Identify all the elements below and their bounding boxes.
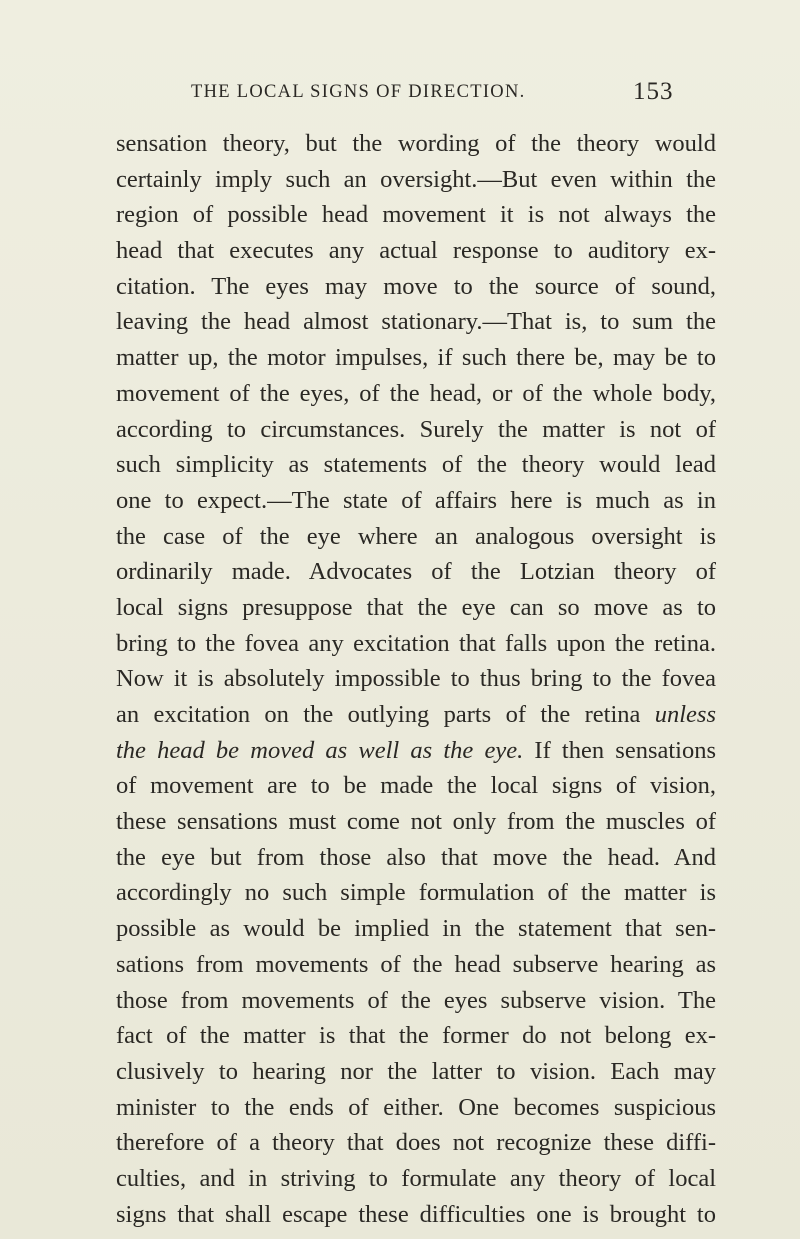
text-line: head that executes any actual response to auditory ex-	[116, 237, 716, 265]
text-line: these sensations must come not only from the muscles of	[116, 808, 716, 836]
running-head: THE LOCAL SIGNS OF DIRECTION.	[191, 82, 526, 102]
text-line: one to expect.—The state of affairs here is much as in	[116, 486, 716, 514]
line-text: an excitation on the outlying parts of the retina	[116, 701, 655, 728]
body-text	[116, 126, 716, 1232]
line-text: If then sensations	[523, 736, 716, 764]
text-line: matter up, the motor impulses, if such there be, may be to	[116, 344, 716, 372]
text-line: such simplicity as statements of the theory would lead	[116, 451, 716, 479]
italic-text: unless	[654, 701, 716, 728]
text-line: sations from movements of the head subserve hearing as	[116, 950, 716, 978]
text-line: the eye but from those also that move the head. And	[116, 843, 716, 871]
text-line: the case of the eye where an analogous oversight is	[116, 522, 716, 550]
text-line: according to circumstances. Surely the matter is not of	[116, 415, 716, 443]
text-line: possible as would be implied in the statement that sen-	[116, 915, 716, 943]
text-line: clusively to hearing nor the latter to vision. Each may	[116, 1057, 716, 1085]
page-number: 153	[633, 78, 674, 105]
text-line: of movement are to be made the local signs of vision,	[116, 772, 716, 800]
text-line: region of possible head movement it is not always the	[116, 201, 716, 229]
text-line: citation. The eyes may move to the source of sound,	[116, 272, 716, 300]
text-line: bring to the fovea any excitation that falls upon the retina.	[116, 629, 716, 657]
text-line: signs that shall escape these difficulties one is brought to	[116, 1200, 716, 1228]
text-line: movement of the eyes, of the head, or of the whole body,	[116, 379, 716, 407]
text-line: those from movements of the eyes subserve vision. The	[116, 986, 716, 1014]
text-line: leaving the head almost stationary.—That is, to sum the	[116, 308, 716, 336]
text-line: sensation theory, but the wording of the theory would	[116, 130, 716, 157]
page-header	[0, 76, 800, 108]
text-line: certainly imply such an oversight.—But even within the	[116, 165, 716, 193]
text-line-with-italic	[116, 697, 716, 733]
text-line-with-italic	[116, 733, 716, 769]
text-line: accordingly no such simple formulation of the matter is	[116, 879, 716, 907]
text-line: culties, and in striving to formulate any theory of local	[116, 1164, 716, 1192]
text-line: Now it is absolutely impossible to thus bring to the fovea	[116, 665, 716, 693]
text-line: local signs presuppose that the eye can so move as to	[116, 593, 716, 621]
text-line: therefore of a theory that does not recognize these diffi-	[116, 1129, 716, 1157]
text-line: ordinarily made. Advocates of the Lotzian theory of	[116, 558, 716, 586]
italic-text: the head be moved as well as the eye.	[116, 736, 524, 764]
text-line: minister to the ends of either. One becomes suspicious	[116, 1093, 716, 1121]
text-line: fact of the matter is that the former do not belong ex-	[116, 1022, 716, 1050]
